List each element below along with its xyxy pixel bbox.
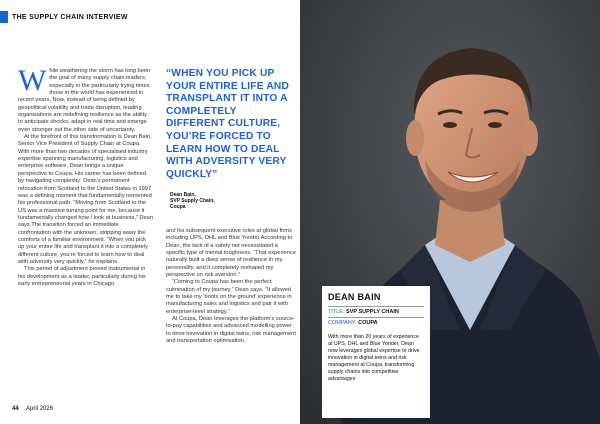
profile-name: DEAN BAIN xyxy=(328,292,381,302)
section-label: THE SUPPLY CHAIN INTERVIEW xyxy=(12,14,128,21)
dropcap: W xyxy=(18,64,47,97)
page-number: 44 xyxy=(12,406,19,412)
profile-description: With more than 20 years of experience at UPS, DHL and Blue Yonder, Dean now leverages global expertise to drive innovation in digital twins and risk management at Coupa, transforming supply chains into competitive advantages xyxy=(328,334,420,382)
profile-company-row: COMPANY: COUPA xyxy=(328,317,424,328)
article-column-1 xyxy=(18,64,154,288)
profile-title-row: TITLE: SVP SUPPLY CHAIN xyxy=(328,306,424,317)
page-footer xyxy=(12,406,53,412)
issue-date: April 2026 xyxy=(26,406,54,412)
article-paragraph: “Coming to Coupa has been the perfect culmination of my journey,” Dean says. “It allowed me to take my ‘boots on the ground’ experience in manufacturing sales and logistics and pair it with enterprise-level strategy.” xyxy=(166,279,292,315)
pull-quote-attribution: Dean Bain, SVP Supply Chain, Coupa xyxy=(170,192,215,210)
article-paragraph: This period of adjustment proved instrumental in his development as a leader, particularly during his early entrepreneurial years in Chicago xyxy=(18,266,146,287)
article-paragraph: At the forefront of this transformation is Dean Bain, Senior Vice President of Supply Chain at Coupa. With more than two decades of specialised industry expertise spanning manufacturing, logistics and enterprise software, Dean brings a unique perspective to Coupa. His career has been defined by navigating complexity: Dean’s permanent relocation from Scotland to the United States in 1997 was a defining moment that fundamentally reoriented his professional path. “Moving from Scotland to the US was a massive turning point for me, because it fundamentally changed how I look at business,” Dean says.The transition forced an immediate confrontation with the unknown, stripping away the comforts of a familiar environment. “When you pick up your entire life and transplant it into a completely different culture, you’re forced to learn how to deal with adversity very quickly,” he explains. xyxy=(18,134,154,265)
article-paragraph: and his subsequent executive roles at global firms including UPS, DHL and Blue Yonder.According to Dean, the lack of a safety net necessitated a specific type of mental toughness. “That experience naturally built a deep sense of resilience in my personality, and it completely reshaped my perspective on risk aversion.” xyxy=(166,228,296,279)
pull-quote: “WHEN YOU PICK UP YOUR ENTIRE LIFE AND TRANSPLANT IT INTO A COMPLETELY DIFFERENT CULTURE, YOU’RE FORCED TO LEARN HOW TO DEAL WITH ADVERSITY VERY QUICKLY” xyxy=(166,68,290,180)
article-paragraph: At Coupa, Dean leverages the platform’s source-to-pay capabilities and advanced modelling power to drive innovation in digital twins, risk management and transportation optimisation. xyxy=(166,316,296,345)
profile-infobox xyxy=(322,286,430,418)
article-column-2 xyxy=(166,228,298,346)
section-accent-bar xyxy=(0,11,8,23)
article-paragraph: While weathering the storm has long been the goal of many supply chain leaders, especially in the particularly trying times those in the world has experienced in recent years. Now, instead of being defined by geopolitical volatility and trade disruption, leading organisations are redefining resilience as the ability to anticipate shocks, adapt in real time and emerge even stronger out the other side of uncertainty. xyxy=(18,64,151,133)
